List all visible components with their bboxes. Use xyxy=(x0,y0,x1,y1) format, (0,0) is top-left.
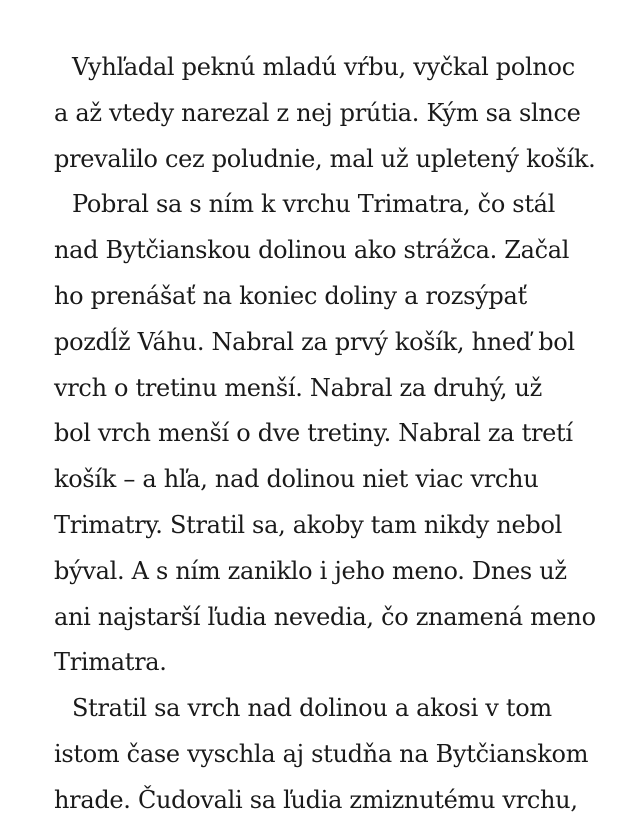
text-line: košík – a hľa, nad dolinou niet viac vrchu xyxy=(54,465,539,494)
text-line: Trimatry. Stratil sa, akoby tam nikdy nebol xyxy=(54,510,563,539)
text-line: pozdĺž Váhu. Nabral za prvý košík, hneď bol xyxy=(54,327,575,356)
text-line: ho prenášať na koniec doliny a rozsýpať xyxy=(54,281,527,310)
text-line: Stratil sa vrch nad dolinou a akosi v tom xyxy=(72,694,552,723)
paragraph-2 xyxy=(54,182,634,686)
page-text xyxy=(54,45,634,824)
text-line: bol vrch menší o dve tretiny. Nabral za tretí xyxy=(54,419,573,448)
text-line: Trimatra. xyxy=(54,648,167,677)
text-line: istom čase vyschla aj studňa na Bytčianskom xyxy=(54,739,589,768)
text-line: a až vtedy narezal z nej prútia. Kým sa slnce xyxy=(54,98,581,127)
text-line: Vyhľadal peknú mladú vŕbu, vyčkal polnoc xyxy=(72,53,575,81)
text-line: nad Bytčianskou dolinou ako strážca. Začal xyxy=(54,236,570,265)
text-line: ani najstarší ľudia nevedia, čo znamená meno xyxy=(54,602,596,631)
text-line: prevalilo cez poludnie, mal už upletený košík. xyxy=(54,144,596,173)
text-line: býval. A s ním zaniklo i jeho meno. Dnes už xyxy=(54,556,567,585)
text-line: hrade. Čudovali sa ľudia zmiznutému vrchu, xyxy=(54,785,578,814)
paragraph-1 xyxy=(54,45,634,182)
paragraph-3 xyxy=(54,686,634,823)
text-line: Pobral sa s ním k vrchu Trimatra, čo stál xyxy=(72,190,556,219)
text-line: vrch o tretinu menší. Nabral za druhý, už xyxy=(54,373,543,402)
